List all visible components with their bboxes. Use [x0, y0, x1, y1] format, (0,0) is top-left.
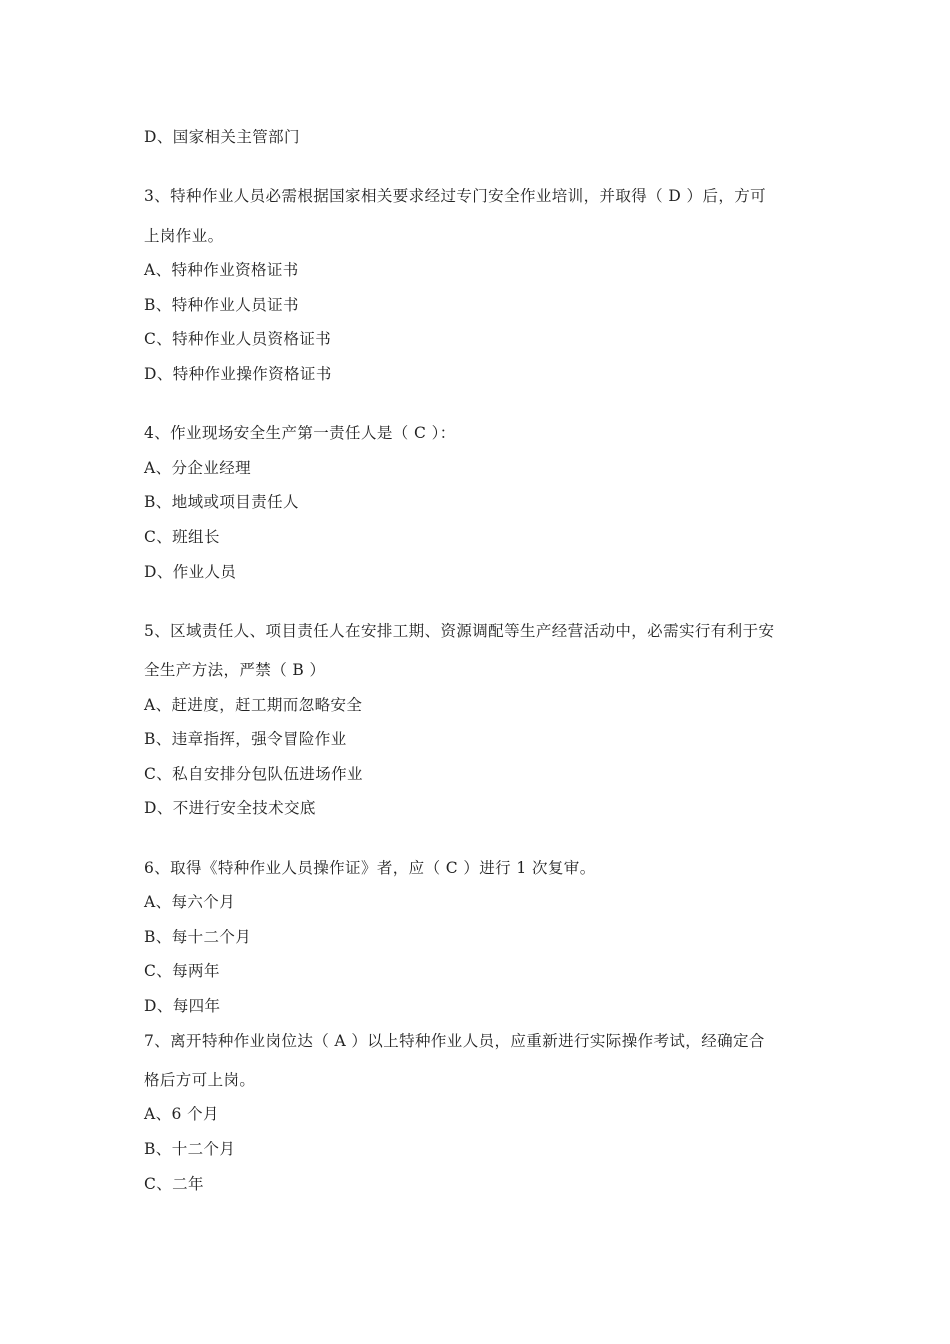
question-7: 7、离开特种作业岗位达（ A ）以上特种作业人员，应重新进行实际操作考试，经确定合 — [144, 1032, 765, 1050]
option-b-q3: B、特种作业人员证书 — [144, 296, 299, 314]
question-3-continued: 上岗作业。 — [144, 227, 224, 245]
option-c-q6: C、每两年 — [144, 962, 220, 980]
option-d-q4: D、作业人员 — [144, 563, 237, 581]
option-b-q6: B、每十二个月 — [144, 928, 252, 946]
option-a-q7: A、6 个月 — [144, 1105, 219, 1123]
question-4: 4、作业现场安全生产第一责任人是（ C ）： — [144, 424, 456, 442]
option-c-q7: C、二年 — [144, 1175, 204, 1193]
option-c-q3: C、特种作业人员资格证书 — [144, 330, 332, 348]
option-d-q5: D、不进行安全技术交底 — [144, 799, 316, 817]
option-a-q4: A、分企业经理 — [144, 459, 251, 477]
question-5: 5、区域责任人、项目责任人在安排工期、资源调配等生产经营活动中，必需实行有利于安 — [144, 622, 775, 640]
option-c-q4: C、班组长 — [144, 528, 220, 546]
option-d-q6: D、每四年 — [144, 997, 221, 1015]
option-b-q5: B、违章指挥，强令冒险作业 — [144, 730, 347, 748]
option-d-q3: D、特种作业操作资格证书 — [144, 365, 332, 383]
option-a-q5: A、赶进度，赶工期而忽略安全 — [144, 696, 363, 714]
question-3: 3、特种作业人员必需根据国家相关要求经过专门安全作业培训，并取得（ D ）后，方可 — [144, 187, 767, 205]
question-5-continued: 全生产方法，严禁（ B ） — [144, 661, 326, 679]
option-b-q7: B、十二个月 — [144, 1140, 236, 1158]
option-c-q5: C、私自安排分包队伍进场作业 — [144, 765, 363, 783]
option-a-q6: A、每六个月 — [144, 893, 236, 911]
question-6: 6、取得《特种作业人员操作证》者，应（ C ）进行 1 次复审。 — [144, 859, 596, 877]
option-b-q4: B、地域或项目责任人 — [144, 493, 299, 511]
option-a-q3: A、特种作业资格证书 — [144, 261, 299, 279]
question-7-continued: 格后方可上岗。 — [144, 1071, 256, 1089]
option-d-q2: D、国家相关主管部门 — [144, 128, 300, 146]
